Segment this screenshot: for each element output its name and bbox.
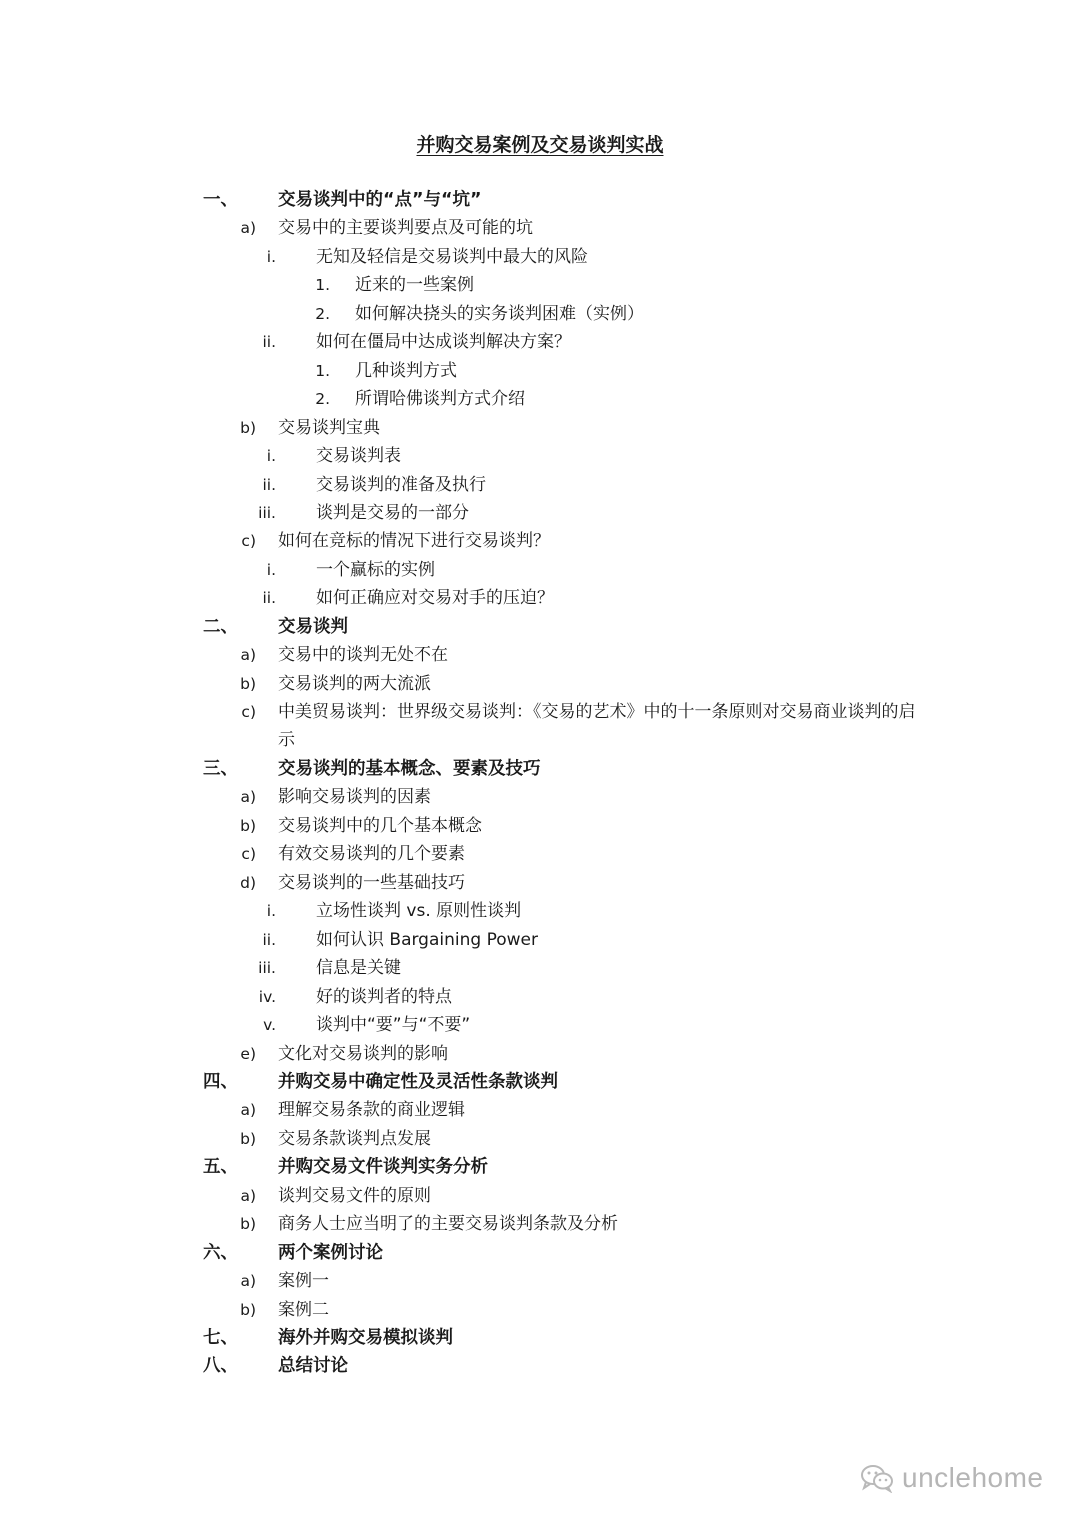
outline-text: 如何正确应对交易对手的压迫？ bbox=[316, 588, 554, 609]
outline-item-level-1 bbox=[0, 186, 1080, 214]
outline-item-level-2 bbox=[0, 1096, 1080, 1124]
outline-marker: a) bbox=[240, 219, 256, 238]
outline-marker: 一、 bbox=[203, 190, 238, 210]
outline-text: 交易谈判的一些基础技巧 bbox=[278, 872, 465, 893]
document-title: 并购交易案例及交易谈判实战 bbox=[416, 134, 664, 156]
outline-text: 谈判交易文件的原则 bbox=[278, 1185, 431, 1206]
outline-text: 两个案例讨论 bbox=[278, 1242, 383, 1263]
outline-text: 并购交易中确定性及灵活性条款谈判 bbox=[278, 1071, 558, 1092]
outline-item-level-2 bbox=[0, 783, 1080, 811]
outline-item-level-3 bbox=[0, 954, 1080, 982]
watermark bbox=[860, 1462, 1043, 1494]
outline-marker: 2. bbox=[315, 304, 330, 323]
outline-marker: a) bbox=[240, 788, 256, 807]
outline-item-level-2 bbox=[0, 1040, 1080, 1068]
outline-marker: d) bbox=[240, 873, 256, 892]
outline-text: 有效交易谈判的几个要素 bbox=[278, 844, 465, 865]
outline-marker: b) bbox=[240, 1129, 256, 1148]
outline-marker: a) bbox=[240, 646, 256, 665]
outline-item-level-1 bbox=[0, 1239, 1080, 1267]
outline-marker: i. bbox=[266, 447, 276, 466]
outline-marker: i. bbox=[266, 560, 276, 579]
outline-item-level-1 bbox=[0, 1153, 1080, 1181]
outline-item-level-2 bbox=[0, 1267, 1080, 1295]
outline-item-level-3 bbox=[0, 328, 1080, 356]
outline-marker: a) bbox=[240, 1186, 256, 1205]
outline-marker: ii. bbox=[262, 475, 276, 494]
outline-item-level-4 bbox=[0, 300, 1080, 328]
outline-text: 如何在竞标的情况下进行交易谈判？ bbox=[278, 531, 550, 552]
outline-text: 所谓哈佛谈判方式介绍 bbox=[355, 389, 525, 410]
outline-marker: a) bbox=[240, 1272, 256, 1291]
outline-text: 中美贸易谈判：世界级交易谈判：《交易的艺术》中的十一条原则对交易商业谈判的启示 bbox=[278, 702, 916, 751]
outline-text: 并购交易文件谈判实务分析 bbox=[278, 1157, 488, 1178]
outline-marker: 七、 bbox=[203, 1328, 238, 1348]
outline-item-level-3 bbox=[0, 556, 1080, 584]
outline-item-level-2 bbox=[0, 641, 1080, 669]
outline-marker: c) bbox=[241, 845, 256, 864]
outline-item-level-2 bbox=[0, 698, 1080, 754]
outline-item-level-3 bbox=[0, 584, 1080, 612]
outline-item-level-2 bbox=[0, 414, 1080, 442]
outline-marker: ii. bbox=[262, 930, 276, 949]
outline-item-level-1 bbox=[0, 1068, 1080, 1096]
outline-item-level-2 bbox=[0, 1296, 1080, 1324]
outline-text: 海外并购交易模拟谈判 bbox=[278, 1328, 453, 1348]
outline-item-level-3 bbox=[0, 926, 1080, 954]
outline-marker: 1. bbox=[315, 276, 330, 295]
outline-marker: i. bbox=[266, 902, 276, 921]
outline-marker: ii. bbox=[262, 333, 276, 352]
outline-text: 理解交易条款的商业逻辑 bbox=[278, 1100, 465, 1121]
outline-item-level-2 bbox=[0, 812, 1080, 840]
outline-text: 案例二 bbox=[278, 1299, 329, 1320]
outline-marker: b) bbox=[240, 418, 256, 437]
outline-text: 如何解决挠头的实务谈判困难（实例） bbox=[355, 303, 644, 324]
outline-marker: iii. bbox=[258, 503, 276, 522]
outline-text: 案例一 bbox=[278, 1271, 329, 1292]
outline-item-level-3 bbox=[0, 499, 1080, 527]
outline-item-level-4 bbox=[0, 385, 1080, 413]
outline-text: 近来的一些案例 bbox=[355, 275, 474, 296]
outline-text: 交易谈判的准备及执行 bbox=[316, 474, 486, 495]
outline-item-level-2 bbox=[0, 670, 1080, 698]
outline-marker: c) bbox=[241, 703, 256, 722]
outline-item-level-2 bbox=[0, 527, 1080, 555]
outline-marker: a) bbox=[240, 1101, 256, 1120]
outline-text: 谈判是交易的一部分 bbox=[316, 502, 469, 523]
outline-marker: v. bbox=[263, 1016, 276, 1035]
outline-marker: b) bbox=[240, 1215, 256, 1234]
outline-item-level-2 bbox=[0, 214, 1080, 242]
outline-marker: 二、 bbox=[203, 616, 238, 637]
outline-marker: 五、 bbox=[203, 1157, 238, 1178]
outline-text: 文化对交易谈判的影响 bbox=[278, 1043, 448, 1064]
outline-text: 几种谈判方式 bbox=[355, 360, 457, 381]
outline-marker: b) bbox=[240, 816, 256, 835]
outline-marker: 八、 bbox=[203, 1356, 238, 1377]
outline-marker: b) bbox=[240, 1300, 256, 1319]
outline-text: 无知及轻信是交易谈判中最大的风险 bbox=[316, 246, 588, 267]
outline-item-level-4 bbox=[0, 357, 1080, 385]
outline-marker: 六、 bbox=[203, 1242, 238, 1263]
outline-item-level-1 bbox=[0, 1324, 1080, 1352]
outline-text: 好的谈判者的特点 bbox=[316, 986, 452, 1007]
outline-item-level-2 bbox=[0, 1125, 1080, 1153]
outline-item-level-3 bbox=[0, 983, 1080, 1011]
outline-marker: iii. bbox=[258, 959, 276, 978]
outline-text: 交易谈判中的“点”与“坑” bbox=[278, 190, 482, 210]
outline-item-level-4 bbox=[0, 271, 1080, 299]
outline-marker: 2. bbox=[315, 390, 330, 409]
outline-marker: c) bbox=[241, 532, 256, 551]
outline-text: 交易条款谈判点发展 bbox=[278, 1128, 431, 1149]
outline-item-level-3 bbox=[0, 243, 1080, 271]
outline-text: 影响交易谈判的因素 bbox=[278, 787, 431, 808]
outline-text: 信息是关键 bbox=[316, 958, 401, 979]
outline-text: 交易谈判的两大流派 bbox=[278, 673, 431, 694]
outline-marker: 四、 bbox=[203, 1071, 238, 1092]
outline-text: 交易中的主要谈判要点及可能的坑 bbox=[278, 218, 533, 239]
outline-text: 交易谈判宝典 bbox=[278, 417, 380, 438]
outline-text: 如何在僵局中达成谈判解决方案？ bbox=[316, 332, 571, 353]
outline-text: 交易谈判中的几个基本概念 bbox=[278, 815, 482, 836]
outline-item-level-1 bbox=[0, 613, 1080, 641]
watermark-text: unclehome bbox=[902, 1462, 1044, 1493]
outline-marker: i. bbox=[266, 247, 276, 266]
outline-item-level-3 bbox=[0, 442, 1080, 470]
outline-item-level-1 bbox=[0, 1352, 1080, 1380]
outline-text: 交易谈判的基本概念、要素及技巧 bbox=[278, 759, 541, 779]
outline-marker: ii. bbox=[262, 589, 276, 608]
outline-text: 一个赢标的实例 bbox=[316, 559, 435, 580]
outline-text: 交易谈判 bbox=[278, 616, 348, 637]
outline-text: 交易中的谈判无处不在 bbox=[278, 645, 448, 666]
outline-text: 交易谈判表 bbox=[316, 446, 401, 467]
outline-item-level-2 bbox=[0, 1210, 1080, 1238]
outline-marker: iv. bbox=[258, 987, 276, 1006]
outline-text: 总结讨论 bbox=[278, 1356, 348, 1377]
outline-marker: 1. bbox=[315, 361, 330, 380]
outline-text: 立场性谈判 vs. 原则性谈判 bbox=[316, 901, 522, 922]
outline-item-level-3 bbox=[0, 471, 1080, 499]
wechat-icon bbox=[860, 1463, 894, 1493]
outline-item-level-3 bbox=[0, 1011, 1080, 1039]
outline-text: 谈判中“要”与“不要” bbox=[316, 1015, 471, 1036]
outline-marker: e) bbox=[240, 1044, 256, 1063]
outline-item-level-2 bbox=[0, 840, 1080, 868]
outline-item-level-1 bbox=[0, 755, 1080, 783]
outline-item-level-2 bbox=[0, 869, 1080, 897]
outline-item-level-2 bbox=[0, 1182, 1080, 1210]
outline-item-level-3 bbox=[0, 897, 1080, 925]
outline-text: 如何认识 Bargaining Power bbox=[316, 929, 538, 950]
outline-marker: b) bbox=[240, 674, 256, 693]
outline-marker: 三、 bbox=[203, 759, 238, 779]
outline-text: 商务人士应当明了的主要交易谈判条款及分析 bbox=[278, 1214, 618, 1235]
